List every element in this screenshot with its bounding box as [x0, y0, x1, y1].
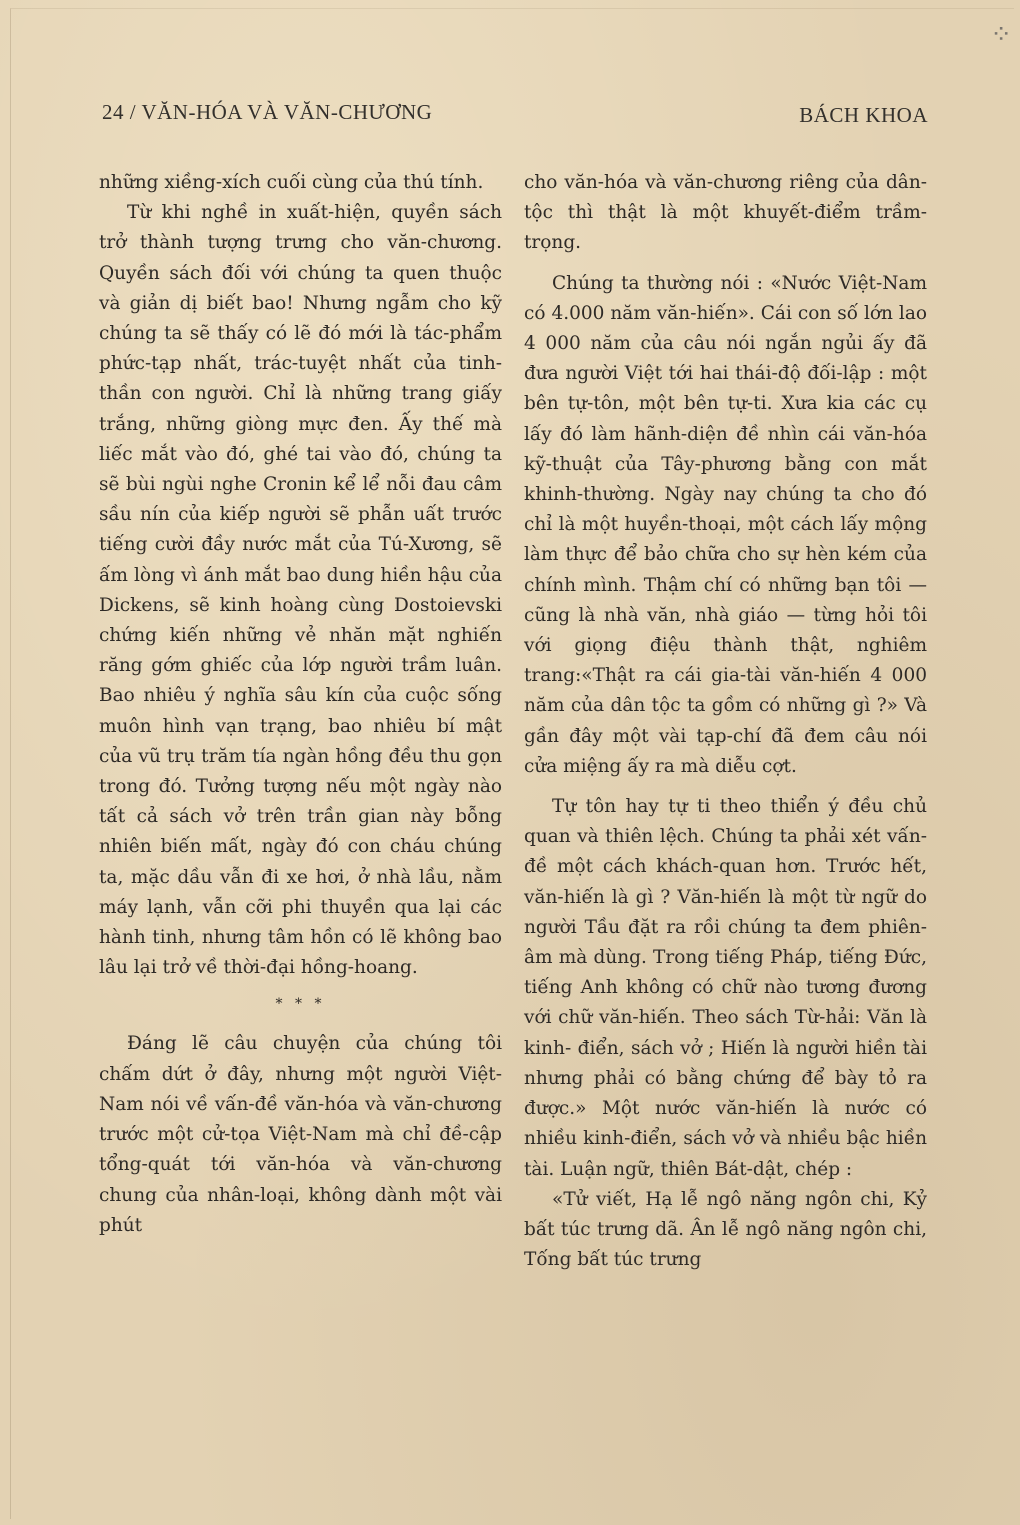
paragraph: Tự tôn hay tự ti theo thiển ý đều chủ quan và thiên lệch. Chúng ta phải xét vấn-đề một cách khách-quan hơn. Trước hết, văn-hiến là gì ? Văn-hiến là một từ ngữ do người Tầu đặt ra rồi chúng ta đem phiên-âm mà dùng. Trong tiếng Pháp, tiếng Đức, tiếng Anh không có chữ nào tương đương với chữ văn-hiến. Theo sách Từ-hải: Văn là kinh- điển, sách vở ; Hiến là người hiền tài nhưng phải có bằng chứng để bày tỏ ra được.» Một nước văn-hiến là nước có nhiều kinh-điển, sách vở và nhiều bậc hiền tài. Luận ngữ, thiên Bát-dật, chép : [524, 796, 927, 1180]
paragraph: cho văn-hóa và văn-chương riêng của dân-tộc thì thật là một khuyết-điểm trầm-trọng. [524, 172, 927, 254]
section-separator: * * * [275, 996, 326, 1013]
paragraph: Từ khi nghề in xuất-hiện, quyền sách trở thành tượng trưng cho văn-chương. Quyền sách đối với chúng ta quen thuộc và giản dị biết bao! Nhưng ngẫm cho kỹ chúng ta sẽ thấy có lẽ đó mới là tác-phẩm phức-tạp nhất, trác-tuyệt nhất của tinh-thần con người. Chỉ là những trang giấy trắng, những giòng mực đen. Ấy thế mà liếc mắt vào đó, ghé tai vào đó, chúng ta sẽ bùi ngùi nghe Cronin kể lể nỗi đau câm sầu nín của kiếp người sẽ phẫn uất trước tiếng cười đầy nước mắt của Tú-Xương, sẽ ấm lòng vì ánh mắt bao dung hiền hậu của Dickens, sẽ kinh hoàng cùng Dostoievski chứng kiến những vẻ nhăn mặt nghiến răng gớm ghiếc của lớp người trầm luân. Bao nhiêu ý nghĩa sâu kín của cuộc sống muôn hình vạn trạng, bao nhiêu bí mật của vũ trụ trăm tía ngàn hồng đều thu gọn trong đó. Tưởng tượng nếu một ngày nào tất cả sách vở trên trần gian này bỗng nhiên biến mất, ngày đó con cháu chúng ta, mặc dầu vẫn đi xe hơi, ở nhà lầu, nằm máy lạnh, vẫn cỡi phi thuyền qua lại các hành tinh, nhưng tâm hồn có lẽ không bao lâu lại trở về thời-đại hồng-hoang. [99, 202, 502, 979]
right-column [524, 168, 927, 1275]
publication-name: BÁCH KHOA [799, 103, 928, 127]
paragraph: Đáng lẽ câu chuyện của chúng tôi chấm dứt ở đây, nhưng một người Việt-Nam nói về vấn-đề văn-hóa và văn-chương trước một cử-tọa Việt-Nam mà chỉ đề-cập tổng-quát tới văn-hóa và văn-chương chung của nhân-loại, không dành một vài phút [99, 1033, 502, 1236]
running-title: 24 / VĂN-HÓA VÀ VĂN-CHƯƠNG [102, 100, 433, 124]
paragraph: những xiềng-xích cuối cùng của thú tính. [99, 172, 484, 193]
paragraph: Chúng ta thường nói : «Nước Việt-Nam có 4.000 năm văn-hiến». Cái con số lớn lao 4 000 năm của câu nói ngắn ngủi ấy đã đưa người Việt tới hai thái-độ đối-lập : một bên tự-tôn, một bên tự-ti. Xưa kia các cụ lấy đó làm hãnh-diện đề nhìn cái văn-hóa kỹ-thuật của Tây-phương bằng con mắt khinh-thường. Ngày nay chúng ta cho đó chỉ là một huyền-thoại, một cách lấy mộng làm thực để bảo chữa cho sự hèn kém của chính mình. Thậm chí có những bạn tôi — cũng là nhà văn, nhà giáo — từng hỏi tôi với giọng điệu thành thật, nghiêm trang:«Thật ra cái gia-tài văn-hiến 4 000 năm của dân tộc ta gồm có những gì ?» Và gần đây một vài tạp-chí đã đem câu nói cửa miệng ấy ra mà diễu cợt. [524, 272, 927, 777]
left-column [99, 168, 502, 1241]
paragraph: «Tử viết, Hạ lễ ngô năng ngôn chi, Kỷ bất túc trưng dã. Ân lễ ngô năng ngôn chi, Tống bất túc trưng [524, 1188, 927, 1271]
page-header [102, 100, 928, 130]
ink-mark-icon: ⁘ [990, 20, 1012, 50]
